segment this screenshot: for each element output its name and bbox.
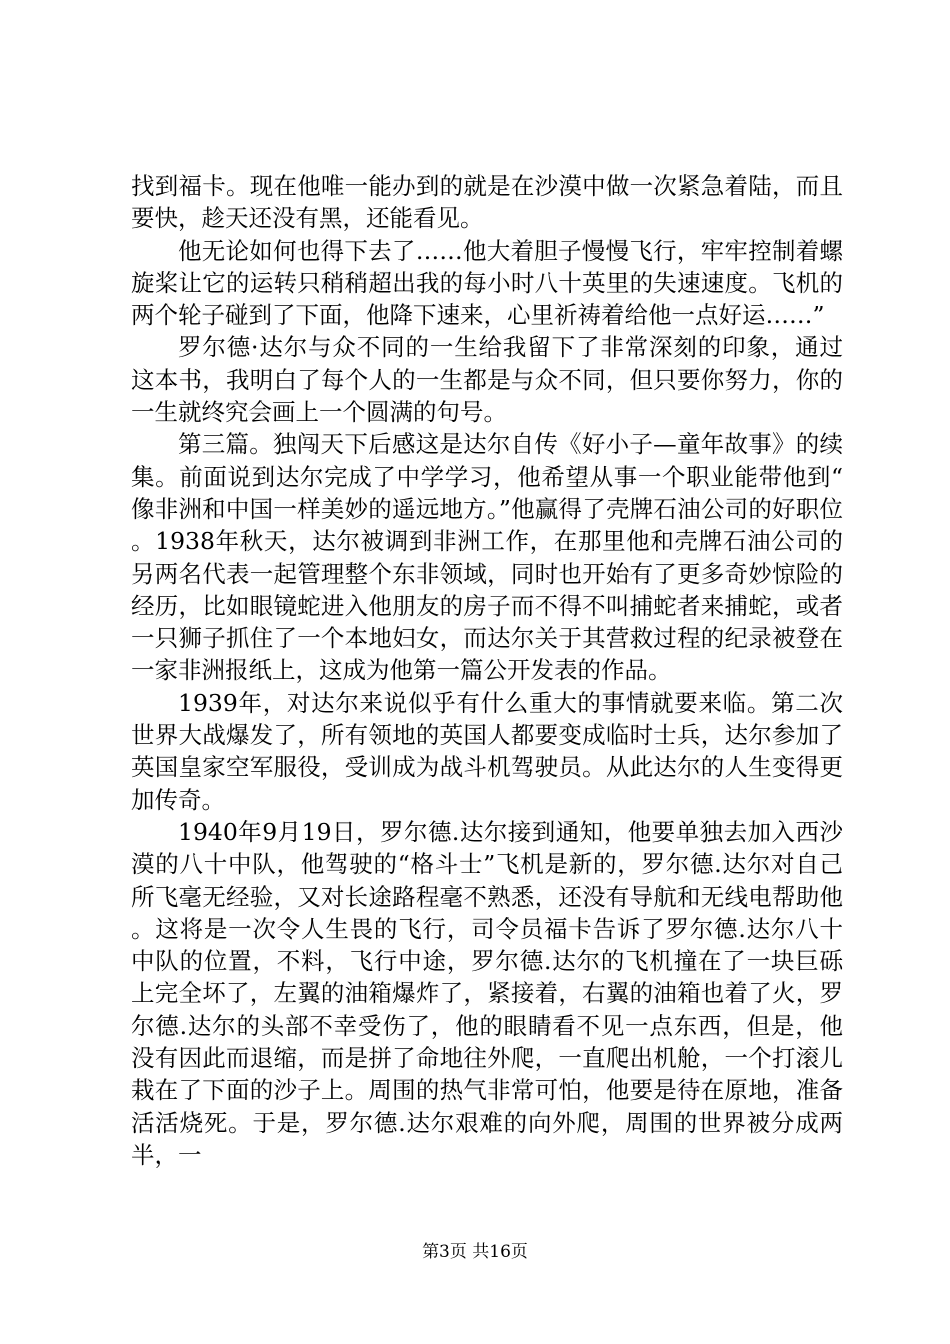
paragraph-3: 罗尔德·达尔与众不同的一生给我留下了非常深刻的印象，通过这本书，我明白了每个人的一生都是与众不同，但只要你努力，你的一生就终究会画上一个圆满的句号。: [131, 333, 843, 427]
paragraph-2: 他无论如何也得下去了……他大着胆子慢慢飞行，牢牢控制着螺旋桨让它的运转只稍稍超出我的每小时八十英里的失速速度。飞机的两个轮子碰到了下面，他降下速来，心里祈祷着给他一点好运……”: [131, 236, 843, 330]
paragraph-5: 1939年，对达尔来说似乎有什么重大的事情就要来临。第二次世界大战爆发了，所有领地的英国人都要变成临时士兵，达尔参加了英国皇家空军服役，受训成为战斗机驾驶员。从此达尔的人生变得更加传奇。: [131, 688, 843, 814]
paragraph-1: 找到福卡。现在他唯一能办到的就是在沙漠中做一次紧急着陆，而且要快，趁天还没有黑，还能看见。: [131, 172, 843, 233]
paragraph-6: 1940年9月19日，罗尔德.达尔接到通知，他要单独去加入西沙漠的八十中队，他驾驶的“格斗士”飞机是新的，罗尔德.达尔对自己所飞毫无经验，又对长途路程毫不熟悉，还没有导航和无线电帮助他。这将是一次令人生畏的飞行，司令员福卡告诉了罗尔德.达尔八十中队的位置，不料，飞行中途，罗尔德.达尔的飞机撞在了一块巨砾上完全坏了，左翼的油箱爆炸了，紧接着，右翼的油箱也着了火，罗尔德.达尔的头部不幸受伤了，他的眼睛看不见一点东西，但是，他没有因此而退缩，而是拼了命地往外爬，一直爬出机舱，一个打滚儿栽在了下面的沙子上。周围的热气非常可怕，他要是待在原地，准备活活烧死。于是，罗尔德.达尔艰难的向外爬，周围的世界被分成两半，一: [131, 817, 843, 1169]
paragraph-4: 第三篇。独闯天下后感这是达尔自传《好小子—童年故事》的续集。前面说到达尔完成了中学学习，他希望从事一个职业能带他到“像非洲和中国一样美妙的遥远地方。”他赢得了壳牌石油公司的好职位。1938年秋天，达尔被调到非洲工作，在那里他和壳牌石油公司的另两名代表一起管理整个东非领域，同时也开始有了更多奇妙惊险的经历，比如眼镜蛇进入他朋友的房子而不得不叫捕蛇者来捕蛇，或者一只狮子抓住了一个本地妇女，而达尔关于其营救过程的纪录被登在一家非洲报纸上，这成为他第一篇公开发表的作品。: [131, 430, 843, 685]
page-footer: 第3页 共16页: [422, 1242, 528, 1262]
body-text: [131, 170, 843, 1171]
